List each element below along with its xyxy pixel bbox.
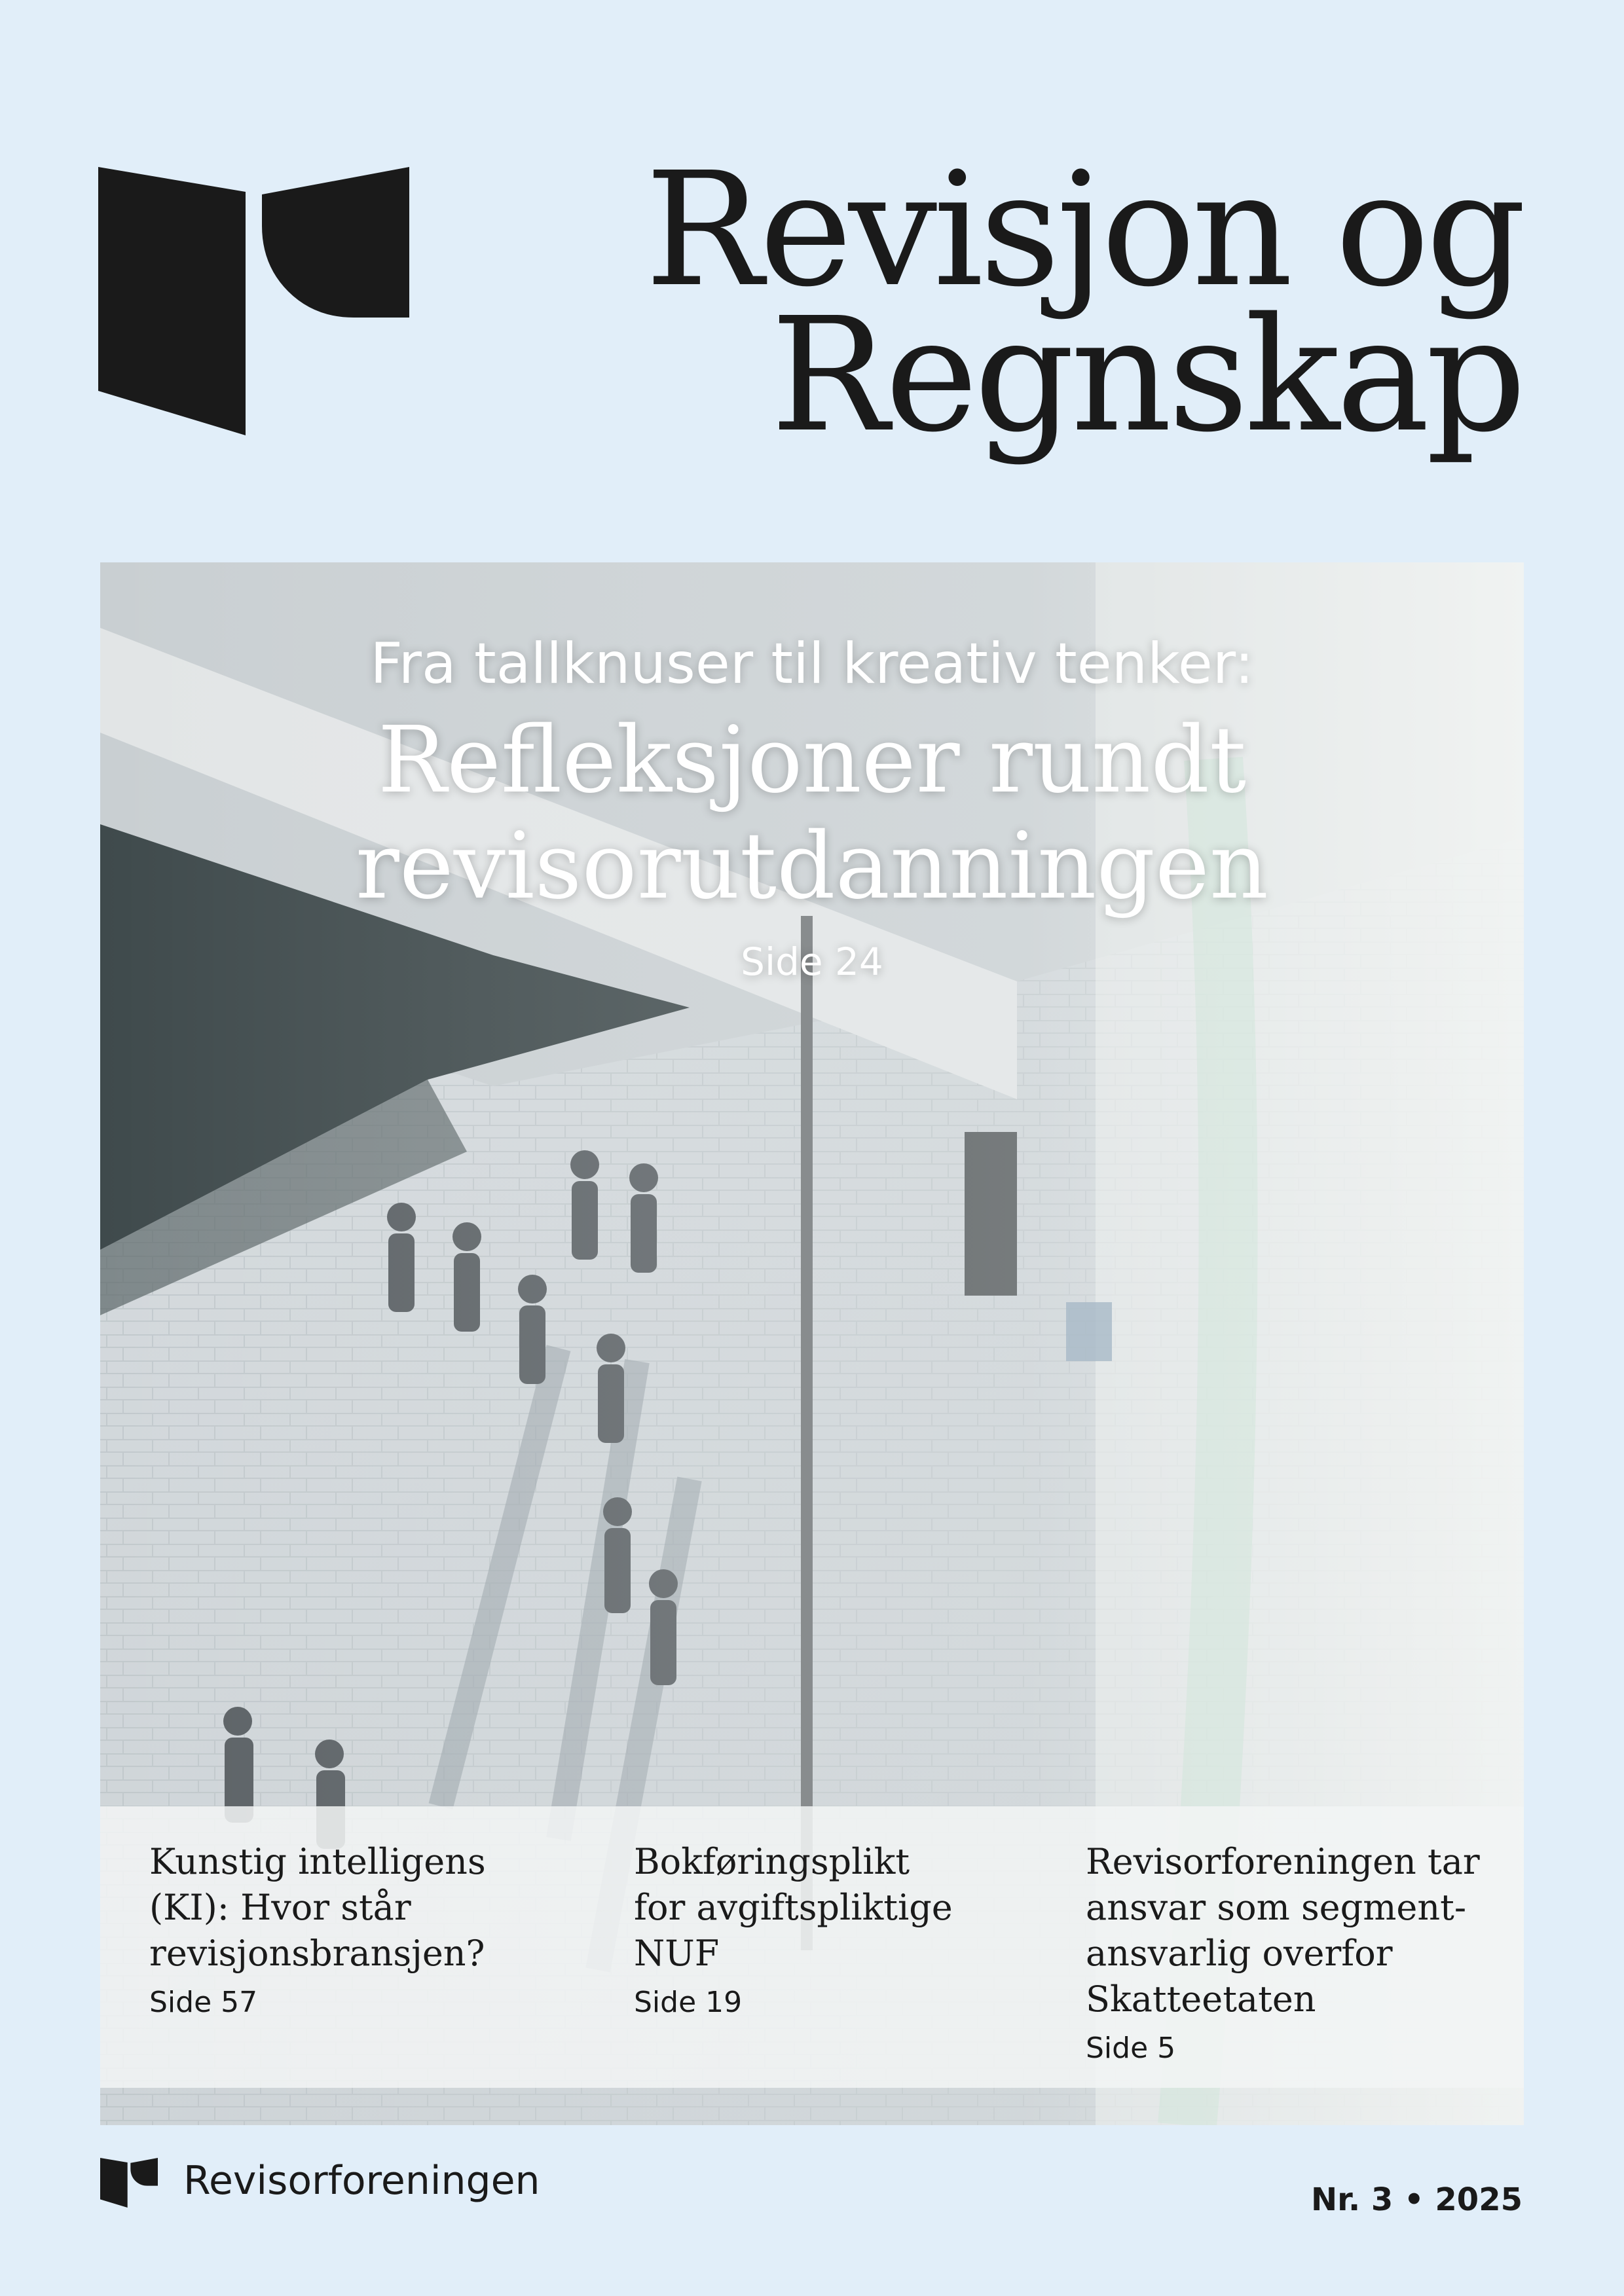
cover-title-line-1: Refleksjoner rundt: [377, 707, 1247, 814]
cover-title-line-2: revisorutdanningen: [355, 813, 1269, 920]
teaser-title-line: Kunstig intelligens: [149, 1841, 486, 1882]
teaser-segment[interactable]: [1086, 1839, 1492, 2065]
teaser-title-line: for avgiftspliktige: [634, 1887, 953, 1928]
teaser-bookkeeping[interactable]: [634, 1839, 1027, 2019]
teaser-title-line: NUF: [634, 1933, 720, 1974]
teaser-title-line: Skatteetaten: [1086, 1978, 1316, 2020]
cover-photo: [100, 562, 1524, 2125]
teaser-title: [1086, 1839, 1492, 2022]
teaser-page-ref: Side 19: [634, 1986, 743, 2019]
teaser-ai[interactable]: [149, 1839, 542, 2019]
cover-headline: [100, 628, 1524, 984]
teaser-title: [149, 1839, 542, 1977]
masthead-line-2: Regnskap: [770, 283, 1522, 467]
revisorforeningen-small-logo-icon: [100, 2158, 158, 2208]
teaser-title-line: Bokføringsplikt: [634, 1841, 910, 1882]
cover-kicker: Fra tallknuser til kreativ tenker:: [370, 631, 1254, 697]
revisorforeningen-logo-icon: [98, 167, 409, 435]
teaser-title-line: ansvar som segment-: [1086, 1887, 1467, 1928]
publisher-name: Revisorforeningen: [183, 2158, 540, 2204]
teaser-page-ref: Side 5: [1086, 2032, 1176, 2065]
cover-page-ref: Side 24: [741, 939, 883, 984]
teaser-title: [634, 1839, 1027, 1977]
teaser-title-line: ansvarlig overfor: [1086, 1933, 1393, 1974]
masthead-title: [644, 138, 1522, 467]
cover-title: [100, 708, 1524, 920]
masthead-line-1: Revisjon og: [644, 138, 1522, 321]
teaser-title-line: (KI): Hvor står: [149, 1887, 411, 1928]
teaser-strip: [100, 1806, 1524, 2088]
teaser-title-line: revisjonsbransjen?: [149, 1933, 485, 1974]
issue-number: Nr. 3 • 2025: [1310, 2181, 1522, 2218]
teaser-page-ref: Side 57: [149, 1986, 258, 2019]
teaser-title-line: Revisorforeningen tar: [1086, 1841, 1480, 1882]
